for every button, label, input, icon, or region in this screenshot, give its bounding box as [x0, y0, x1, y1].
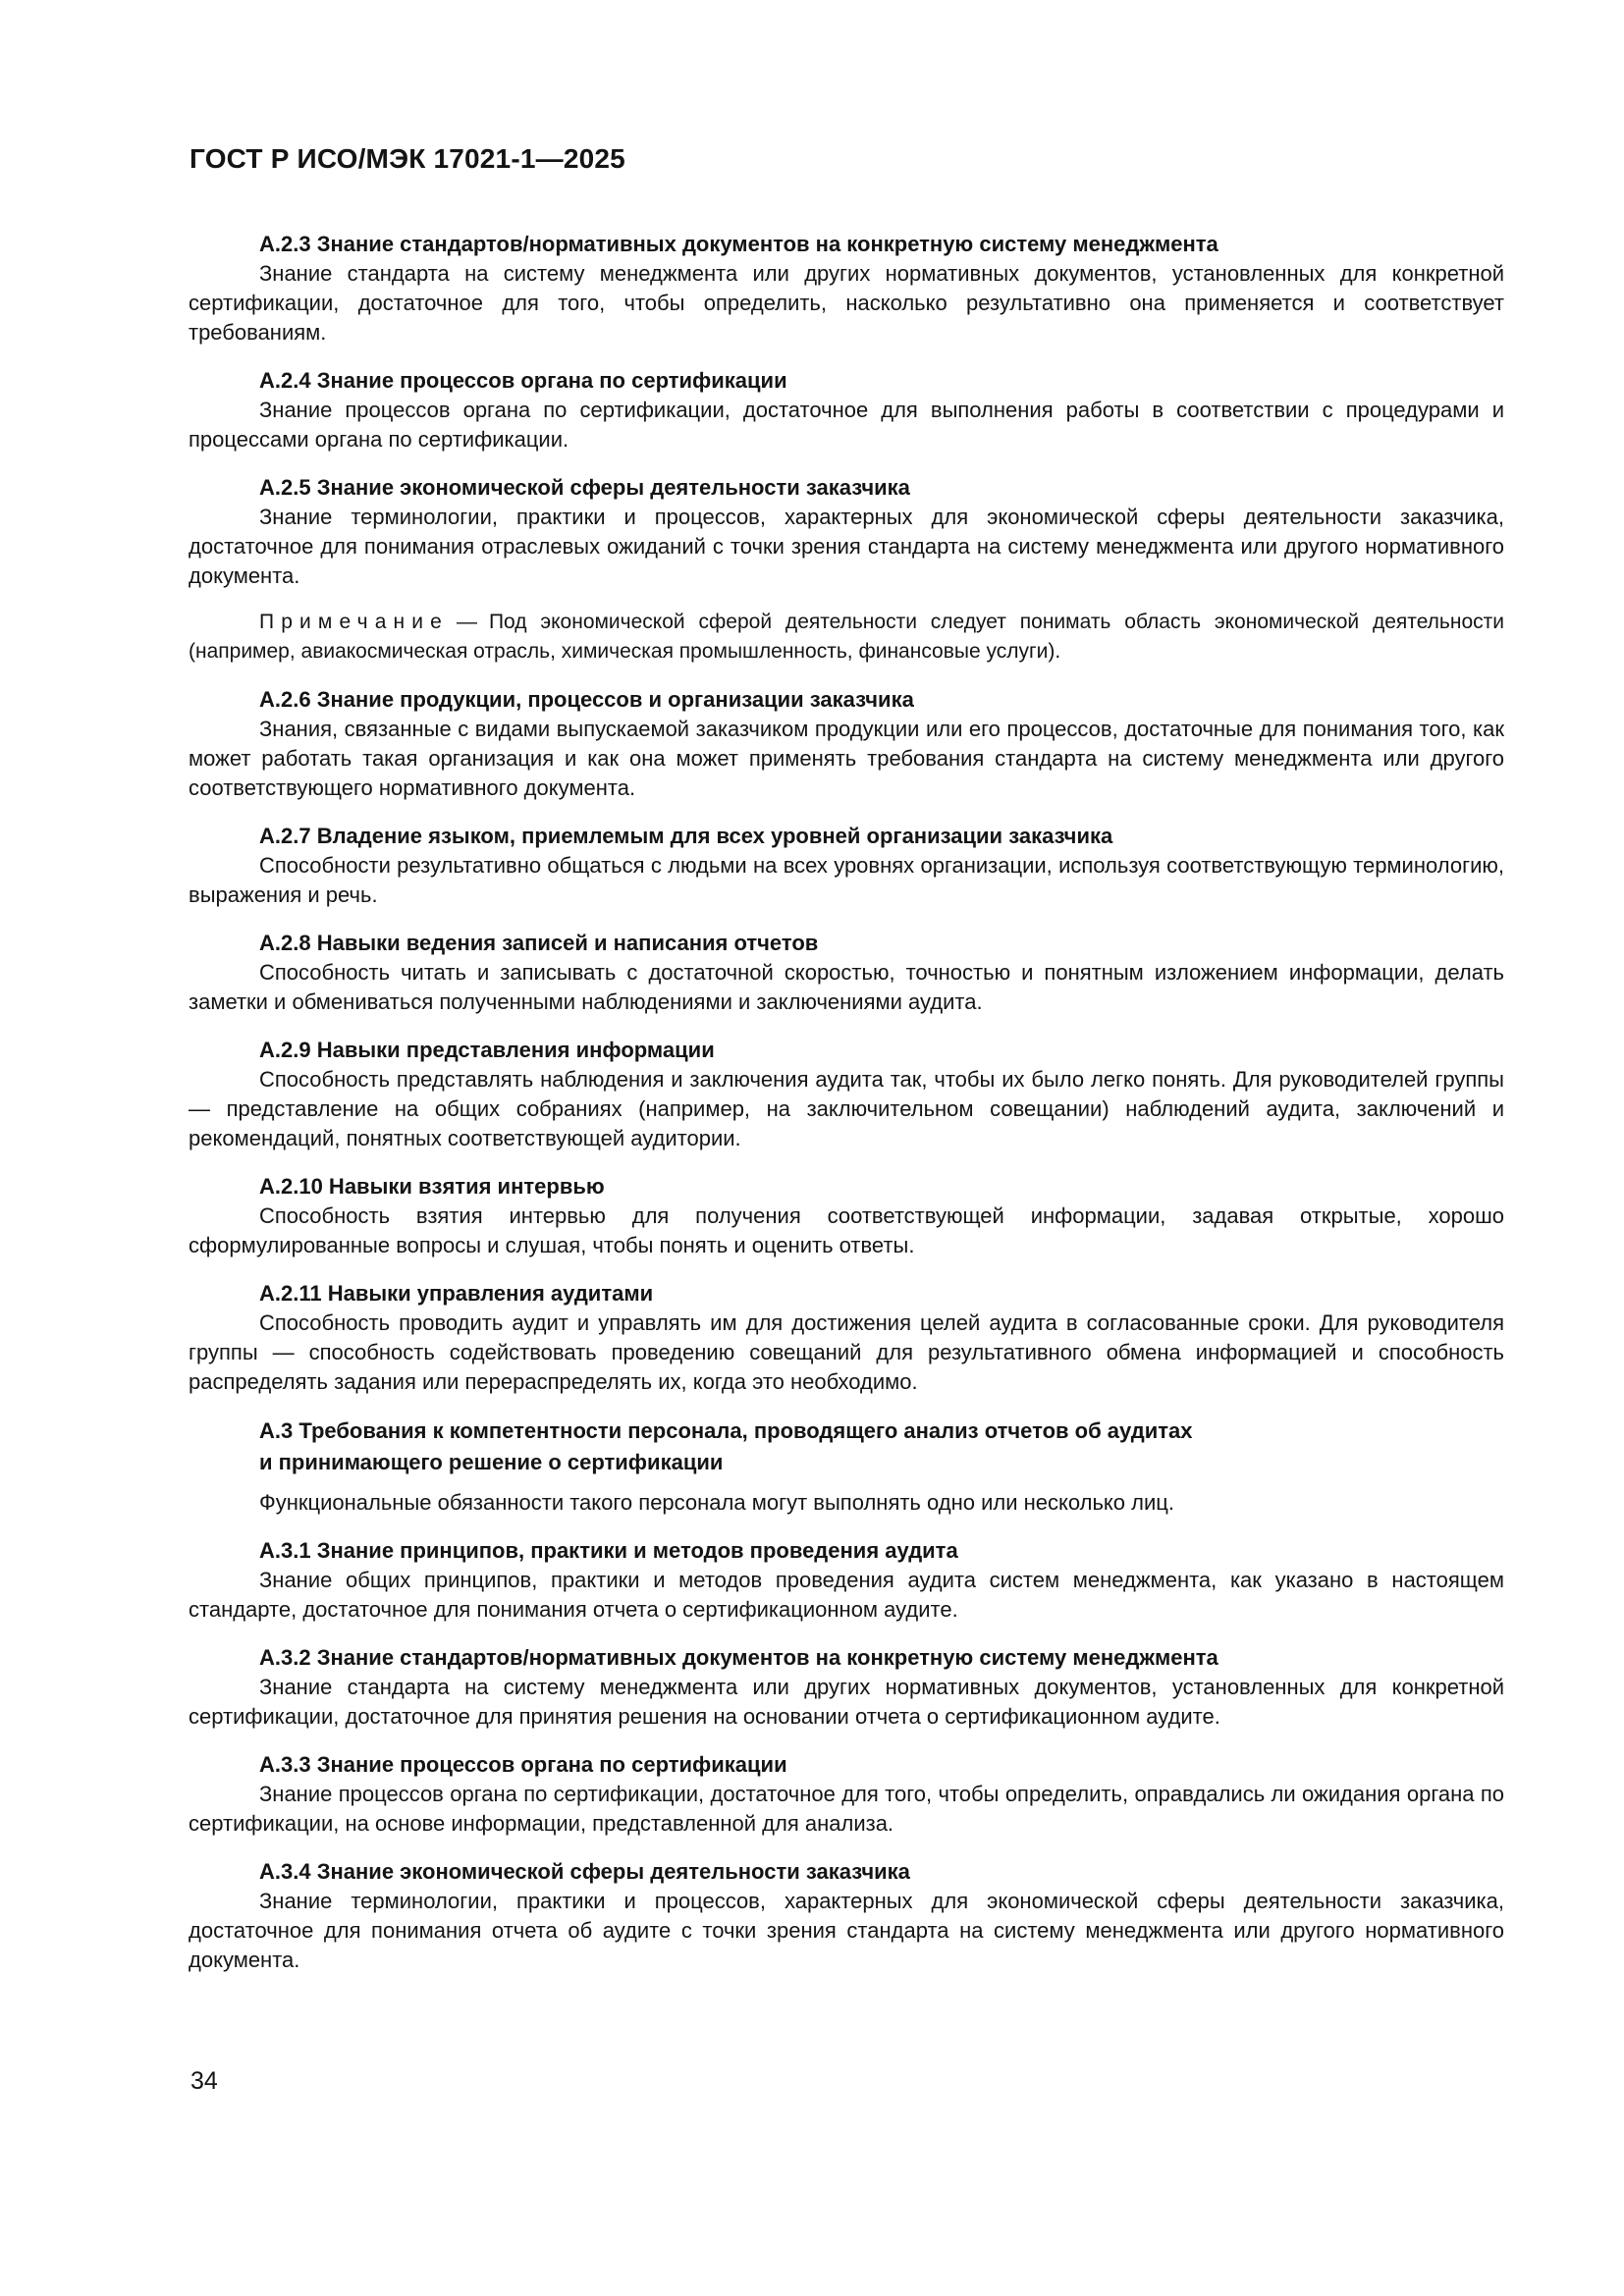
- section-a2-6: [189, 685, 1504, 803]
- section-a2-10: [189, 1172, 1504, 1260]
- section-paragraph: Знание терминологии, практики и процессов, характерных для экономической сферы деятельности заказчика, достаточное для понимания отчета об аудите с точки зрения стандарта на систему менеджмента или другого нормативного документа.: [189, 1889, 1504, 1972]
- section-heading: А.3.1 Знание принципов, практики и методов проведения аудита: [259, 1538, 958, 1563]
- section-heading: А.2.11 Навыки управления аудитами: [259, 1281, 654, 1306]
- section-paragraph: Знание процессов органа по сертификации, достаточное для выполнения работы в соответствии с процедурами и процессами органа по сертификации.: [189, 398, 1504, 452]
- section-paragraph: Способность взятия интервью для получения соответствующей информации, задавая открытые, хорошо сформулированные вопросы и слушая, чтобы понять и оценить ответы.: [189, 1203, 1504, 1257]
- section-a2-7: [189, 822, 1504, 910]
- section-a3-4: [189, 1857, 1504, 1975]
- section-a2-9: [189, 1036, 1504, 1153]
- section-paragraph: Знания, связанные с видами выпускаемой заказчиком продукции или его процессов, достаточные для понимания того, как может работать такая организация и как она может применять требования стандарта на систему менеджмента или другого соответствующего нормативного документа.: [189, 717, 1504, 800]
- section-heading: А.3.2 Знание стандартов/нормативных документов на конкретную систему менеджмента: [259, 1645, 1218, 1670]
- section-a2-11: [189, 1279, 1504, 1397]
- section-paragraph: Функциональные обязанности такого персонала могут выполнять одно или несколько лиц.: [259, 1490, 1174, 1515]
- standard-designation: ГОСТ Р ИСО/МЭК 17021-1—2025: [189, 143, 625, 174]
- note-text: Под экономической сферой деятельности следует понимать область экономической деятельности (например, авиакосмическая отрасль, химическая промышленность, финансовые услуги).: [189, 611, 1504, 663]
- section-note: [189, 608, 1504, 667]
- section-a3-3: [189, 1750, 1504, 1839]
- section-heading-line2: и принимающего решение о сертификации: [259, 1450, 724, 1474]
- section-paragraph: Знание процессов органа по сертификации, достаточное для того, чтобы определить, оправдались ли ожидания органа по сертификации, на основе информации, представленной для анализа.: [189, 1782, 1504, 1836]
- section-heading: А.2.9 Навыки представления информации: [259, 1038, 715, 1062]
- section-paragraph: Знание стандарта на систему менеджмента или других нормативных документов, установленных для конкретной сертификации, достаточное для принятия решения на основании отчета о сертификационном аудите.: [189, 1675, 1504, 1729]
- section-heading: А.2.7 Владение языком, приемлемым для всех уровней организации заказчика: [259, 824, 1113, 848]
- section-paragraph: Знание стандарта на систему менеджмента или других нормативных документов, установленных для конкретной сертификации, достаточное для того, чтобы определить, насколько результативно она применяется и соответствует требованиям.: [189, 261, 1504, 345]
- section-a3: [189, 1415, 1504, 1518]
- section-paragraph: Способность читать и записывать с достаточной скоростью, точностью и понятным изложением информации, делать заметки и обмениваться полученными наблюдениями и заключениями аудита.: [189, 960, 1504, 1014]
- document-body: [189, 230, 1504, 1975]
- section-heading: А.2.10 Навыки взятия интервью: [259, 1174, 605, 1199]
- section-heading: А.3.4 Знание экономической сферы деятельности заказчика: [259, 1859, 910, 1884]
- note-dash: —: [456, 611, 477, 633]
- section-a3-2: [189, 1643, 1504, 1732]
- section-heading-line1: А.3 Требования к компетентности персонала, проводящего анализ отчетов об аудитах: [259, 1418, 1193, 1443]
- section-a2-8: [189, 929, 1504, 1017]
- section-heading: А.2.4 Знание процессов органа по сертификации: [259, 368, 787, 393]
- section-a2-3: [189, 230, 1504, 347]
- section-paragraph: Знание общих принципов, практики и методов проведения аудита систем менеджмента, как указано в настоящем стандарте, достаточное для понимания отчета о сертификационном аудите.: [189, 1568, 1504, 1622]
- section-a2-5: [189, 473, 1504, 667]
- section-a2-4: [189, 366, 1504, 454]
- section-heading: [189, 1415, 1504, 1478]
- page-number: 34: [190, 2067, 218, 2095]
- section-heading: А.2.3 Знание стандартов/нормативных документов на конкретную систему менеджмента: [259, 232, 1218, 256]
- section-a3-1: [189, 1536, 1504, 1625]
- section-heading: А.2.8 Навыки ведения записей и написания отчетов: [259, 931, 819, 955]
- section-heading: А.2.6 Знание продукции, процессов и организации заказчика: [259, 687, 914, 712]
- section-paragraph: Способность проводить аудит и управлять им для достижения целей аудита в согласованные сроки. Для руководителя группы — способность содействовать проведению совещаний для результативного обмена информацией и способность распределять задания или перераспределять их, когда это необходимо.: [189, 1310, 1504, 1394]
- section-paragraph: Способности результативно общаться с людьми на всех уровнях организации, используя соответствующую терминологию, выражения и речь.: [189, 853, 1504, 907]
- section-paragraph: Способность представлять наблюдения и заключения аудита так, чтобы их было легко понять. Для руководителей группы — представление на общих собраниях (например, на заключительном совещании) наблюдений аудита, заключений и рекомендаций, понятных соответствующей аудитории.: [189, 1067, 1504, 1150]
- section-heading: А.2.5 Знание экономической сферы деятельности заказчика: [259, 475, 910, 500]
- note-label: Примечание: [259, 611, 449, 633]
- section-heading: А.3.3 Знание процессов органа по сертификации: [259, 1752, 787, 1777]
- section-paragraph: Знание терминологии, практики и процессов, характерных для экономической сферы деятельности заказчика, достаточное для понимания отраслевых ожиданий с точки зрения стандарта на систему менеджмента или другого нормативного документа.: [189, 505, 1504, 588]
